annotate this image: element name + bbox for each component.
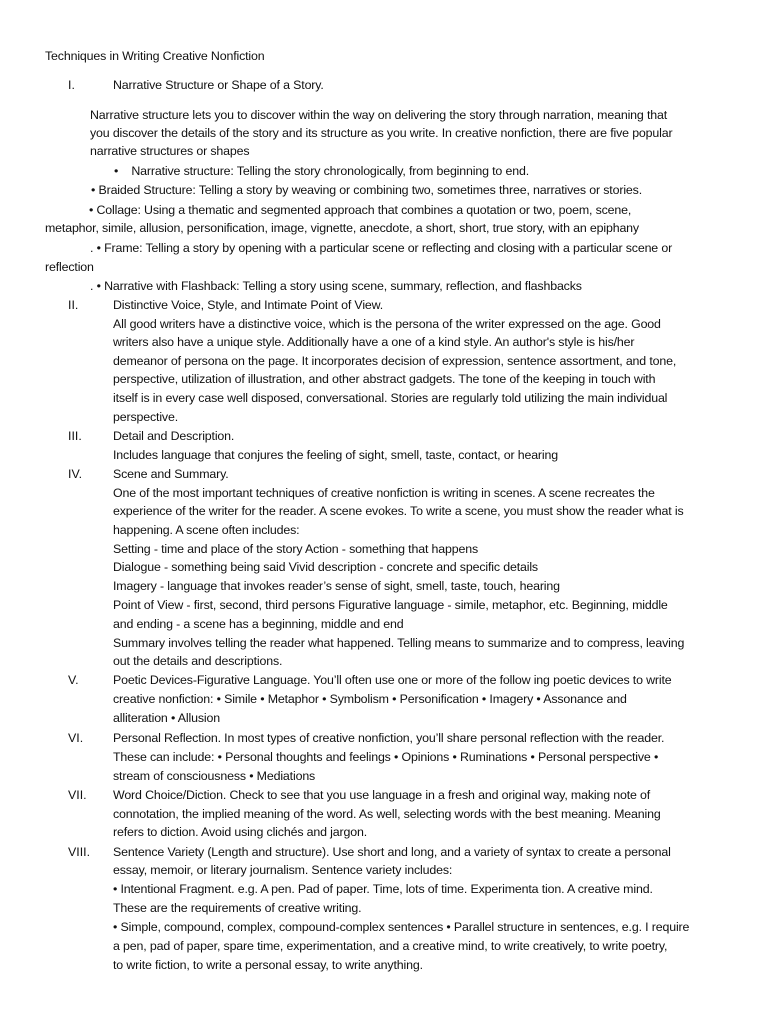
- paragraph-line: All good writers have a distinctive voice, which is the persona of the writer expressed on the age. Good: [113, 317, 661, 331]
- paragraph-line: Narrative structure lets you to discover within the way on delivering the story through narration, meaning that: [90, 108, 668, 122]
- section-heading: Sentence Variety (Length and structure). Use short and long, and a variety of syntax to create a personal: [113, 845, 671, 859]
- paragraph-line: happening. A scene often includes:: [113, 523, 300, 537]
- paragraph-line: alliteration • Allusion: [113, 711, 220, 725]
- section-heading: Word Choice/Diction. Check to see that you use language in a fresh and original way, making note of: [113, 788, 651, 802]
- document-title: Techniques in Writing Creative Nonfiction: [45, 49, 265, 63]
- paragraph-line: essay, memoir, or literary journalism. Sentence variety includes:: [113, 863, 453, 877]
- paragraph-line: • Simple, compound, complex, compound-complex sentences • Parallel structure in sentences, e.g. I require: [113, 920, 690, 934]
- section-heading: Distinctive Voice, Style, and Intimate Point of View.: [113, 298, 384, 312]
- paragraph-line: experience of the writer for the reader. A scene evokes. To write a scene, you must show the reader what is: [113, 504, 684, 518]
- paragraph-line: perspective, utilization of illustration, and other abstract gadgets. The tone of the keeping in touch with: [113, 372, 656, 386]
- bullet-item-continuation: metaphor, simile, allusion, personification, image, vignette, anecdote, a short, short, true story, with an epiphany: [45, 221, 639, 235]
- paragraph-line: you discover the details of the story and its structure as you write. In creative nonfiction, there are five popular: [90, 126, 673, 140]
- paragraph-line: out the details and descriptions.: [113, 654, 283, 668]
- section-number: III.: [68, 429, 82, 443]
- paragraph-line: demeanor of persona on the page. It incorporates decision of expression, sentence assortment, and tone,: [113, 354, 677, 368]
- bullet-item: . • Narrative with Flashback: Telling a story using scene, summary, reflection, and flashbacks: [90, 279, 582, 293]
- paragraph-line: perspective.: [113, 410, 179, 424]
- paragraph-line: to write fiction, to write a personal essay, to write anything.: [113, 958, 423, 972]
- paragraph-line: a pen, pad of paper, spare time, experimentation, and a creative mind, to write creatively, to write poetry,: [113, 939, 668, 953]
- paragraph-line: Point of View - first, second, third persons Figurative language - simile, metaphor, etc. Beginning, middle: [113, 598, 668, 612]
- bullet-item: . • Frame: Telling a story by opening with a particular scene or reflecting and closing with a particular scene or: [90, 241, 673, 255]
- paragraph-line: stream of consciousness • Mediations: [113, 769, 316, 783]
- paragraph-line: Dialogue - something being said Vivid description - concrete and specific details: [113, 560, 538, 574]
- paragraph-line: refers to diction. Avoid using clichés and jargon.: [113, 825, 368, 839]
- section-heading: Poetic Devices-Figurative Language. You’ll often use one or more of the follow ing poetic devices to write: [113, 673, 672, 687]
- paragraph-line: Setting - time and place of the story Action - something that happens: [113, 542, 479, 556]
- paragraph-line: writers also have a unique style. Additionally have a one of a kind style. An author's style is his/her: [113, 335, 635, 349]
- paragraph-line: Summary involves telling the reader what happened. Telling means to summarize and to compress, leaving: [113, 636, 685, 650]
- paragraph-line: itself is in every case well disposed, conversational. Stories are regularly told utilizing the main individual: [113, 391, 668, 405]
- bullet-item-continuation: reflection: [45, 260, 94, 274]
- paragraph-line: and ending - a scene has a beginning, middle and end: [113, 617, 404, 631]
- section-number: VIII.: [68, 845, 91, 859]
- section-heading: Scene and Summary.: [113, 467, 229, 481]
- paragraph-line: connotation, the implied meaning of the word. As well, selecting words with the best meaning. Meaning: [113, 807, 661, 821]
- bullet-item: • Collage: Using a thematic and segmented approach that combines a quotation or two, poem, scene,: [89, 203, 632, 217]
- section-number: VI.: [68, 731, 84, 745]
- section-heading: Detail and Description.: [113, 429, 235, 443]
- paragraph-line: • Intentional Fragment. e.g. A pen. Pad of paper. Time, lots of time. Experimenta tion. A creative mind.: [113, 882, 653, 896]
- section-number: II.: [68, 298, 79, 312]
- section-number: V.: [68, 673, 79, 687]
- paragraph-line: Imagery - language that invokes reader’s sense of sight, smell, taste, touch, hearing: [113, 579, 560, 593]
- bullet-item: • Narrative structure: Telling the story chronologically, from beginning to end.: [114, 164, 529, 178]
- section-number: I.: [68, 78, 75, 92]
- paragraph-line: creative nonfiction: • Simile • Metaphor • Symbolism • Personification • Imagery • Assonance and: [113, 692, 627, 706]
- paragraph-line: These are the requirements of creative writing.: [113, 901, 362, 915]
- paragraph-line: Includes language that conjures the feeling of sight, smell, taste, contact, or hearing: [113, 448, 558, 462]
- section-number: VII.: [68, 788, 87, 802]
- section-heading: Narrative Structure or Shape of a Story.: [113, 78, 324, 92]
- paragraph-line: These can include: • Personal thoughts and feelings • Opinions • Ruminations • Personal perspective •: [113, 750, 659, 764]
- paragraph-line: One of the most important techniques of creative nonfiction is writing in scenes. A scene recreates the: [113, 486, 655, 500]
- section-number: IV.: [68, 467, 83, 481]
- paragraph-line: narrative structures or shapes: [90, 144, 250, 158]
- bullet-item: • Braided Structure: Telling a story by weaving or combining two, sometimes three, narratives or stories.: [91, 183, 643, 197]
- section-heading: Personal Reflection. In most types of creative nonfiction, you’ll share personal reflection with the reader.: [113, 731, 665, 745]
